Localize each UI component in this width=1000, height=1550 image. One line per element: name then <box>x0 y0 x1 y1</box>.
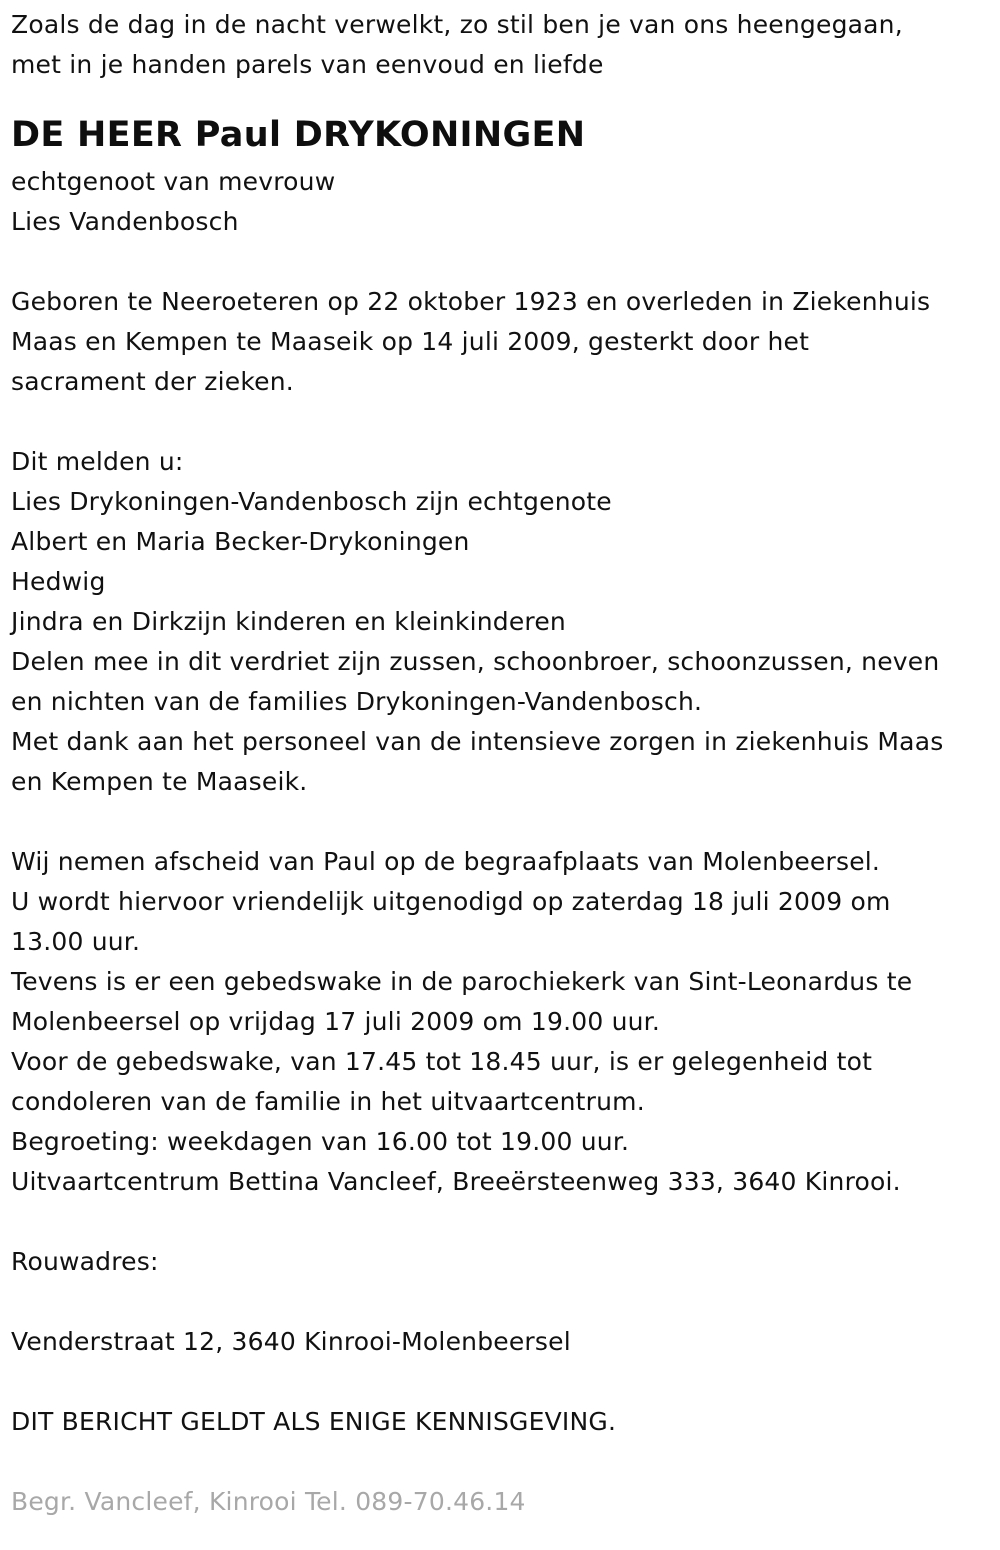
undertaker-footer: Begr. Vancleef, Kinrooi Tel. 089-70.46.14 <box>11 1487 526 1516</box>
poem-line: met in je handen parels van eenvoud en liefde <box>11 50 604 79</box>
ceremony-line: Molenbeersel op vrijdag 17 juli 2009 om 19.00 uur. <box>11 1007 661 1036</box>
spacer <box>11 242 991 282</box>
spouse-line: echtgenoot van mevrouw <box>11 167 336 196</box>
ceremony-line: condoleren van de familie in het uitvaartcentrum. <box>11 1087 645 1116</box>
announcers-intro: Dit melden u: <box>11 447 184 476</box>
poem <box>11 5 991 85</box>
birth-death-line: Maas en Kempen te Maaseik op 14 juli 2009, gesterkt door het <box>11 327 810 356</box>
spacer <box>11 402 991 442</box>
ceremony-line: Voor de gebedswake, van 17.45 tot 18.45 uur, is er gelegenheid tot <box>11 1047 873 1076</box>
obituary-notice <box>11 5 991 1522</box>
ceremony-line: U wordt hiervoor vriendelijk uitgenodigd op zaterdag 18 juli 2009 om <box>11 887 891 916</box>
spacer <box>11 1442 991 1482</box>
announcer-line: Delen mee in dit verdriet zijn zussen, schoonbroer, schoonzussen, neven <box>11 647 940 676</box>
spacer <box>11 1202 991 1242</box>
spouse-line: Lies Vandenbosch <box>11 207 239 236</box>
announcer-line: en Kempen te Maaseik. <box>11 767 308 796</box>
notice-text: DIT BERICHT GELDT ALS ENIGE KENNISGEVING. <box>11 1407 617 1436</box>
spacer <box>11 802 991 842</box>
birth-death-line: Geboren te Neeroeteren op 22 oktober 1923 en overleden in Ziekenhuis <box>11 287 931 316</box>
announcer-line: Jindra en Dirkzijn kinderen en kleinkinderen <box>11 607 566 636</box>
announcer-line: Albert en Maria Becker-Drykoningen <box>11 527 470 556</box>
ceremony-line: 13.00 uur. <box>11 927 141 956</box>
birth-death-paragraph <box>11 282 991 402</box>
ceremony-line: Uitvaartcentrum Bettina Vancleef, Breeërsteenweg 333, 3640 Kinrooi. <box>11 1167 901 1196</box>
spacer <box>11 1282 991 1322</box>
announcer-line: en nichten van de families Drykoningen-Vandenbosch. <box>11 687 703 716</box>
announcer-line: Lies Drykoningen-Vandenbosch zijn echtgenote <box>11 487 612 516</box>
spouse-info <box>11 162 991 242</box>
ceremony-paragraph <box>11 842 991 1202</box>
announcer-line: Hedwig <box>11 567 106 596</box>
address-value: Venderstraat 12, 3640 Kinrooi-Molenbeersel <box>11 1327 571 1356</box>
ceremony-line: Tevens is er een gebedswake in de parochiekerk van Sint-Leonardus te <box>11 967 913 996</box>
ceremony-line: Wij nemen afscheid van Paul op de begraafplaats van Molenbeersel. <box>11 847 881 876</box>
deceased-name: DE HEER Paul DRYKONINGEN <box>11 115 586 155</box>
announcers-paragraph <box>11 442 991 802</box>
birth-death-line: sacrament der zieken. <box>11 367 294 396</box>
spacer <box>11 1362 991 1402</box>
poem-line: Zoals de dag in de nacht verwelkt, zo stil ben je van ons heengegaan, <box>11 10 903 39</box>
announcer-line: Met dank aan het personeel van de intensieve zorgen in ziekenhuis Maas <box>11 727 944 756</box>
address-label: Rouwadres: <box>11 1247 159 1276</box>
ceremony-line: Begroeting: weekdagen van 16.00 tot 19.00 uur. <box>11 1127 630 1156</box>
spacer <box>11 85 991 108</box>
